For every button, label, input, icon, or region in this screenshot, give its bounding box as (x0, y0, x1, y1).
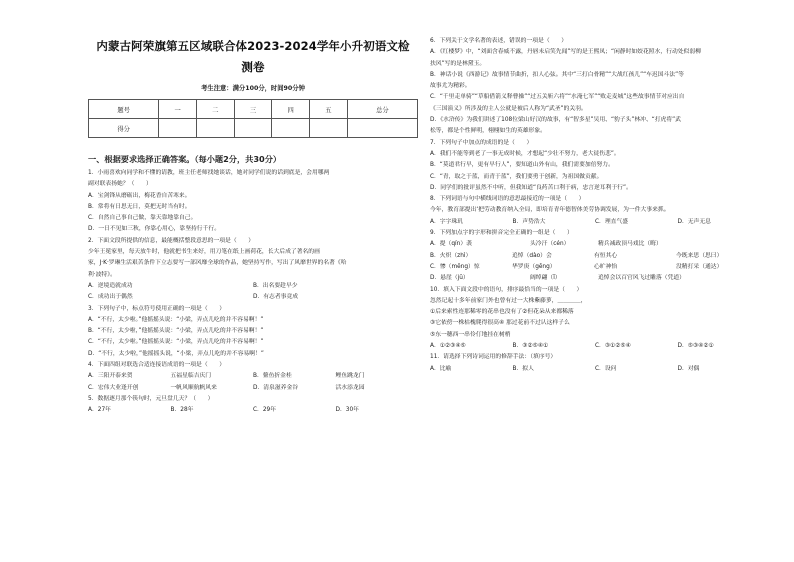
option-d[interactable]: D．同学们的批评虽然不中听，但我知道“良药苦口利于病，忠言逆耳利于行”。 (430, 184, 632, 191)
option-line: 松等，都是个性鲜明，栩栩如生的英雄形象。 (430, 128, 546, 135)
title-line-2: 测卷 (241, 60, 265, 74)
option-b-word: 今既来思（思曰） (676, 252, 723, 259)
score-table-score-row (89, 119, 418, 138)
options-row (430, 364, 760, 375)
option-c[interactable]: C．29年 (253, 407, 277, 414)
question-text: 家，J·K·罗琳生活艰苦条件下立志要写一部风靡全球的作品，她坚持写作，写出了风靡世界的名著《哈 (88, 260, 347, 267)
option-b[interactable]: B．“莫道君行早，更有早行人”，要知道山外有山，我们需要加倍努力。 (430, 162, 614, 169)
option-c[interactable]: C．自然自己事自己做，靠天靠地靠自己。 (88, 215, 197, 222)
option-d[interactable]: D．清泉滋养金谷 (253, 384, 299, 391)
score-cell[interactable] (310, 119, 348, 138)
question-text: 5．数据逐月那个筷句时，元旦盘几天？（ ） (88, 395, 214, 402)
question-text: 8．下列词语与句中横线词语的意思最接近的一项是（ ） (430, 196, 585, 203)
left-column (88, 36, 418, 417)
option-d[interactable]: D．无声无息 (677, 218, 711, 225)
options-row (88, 383, 418, 394)
option-c[interactable]: C．设问 (595, 365, 617, 372)
question-4 (88, 360, 418, 394)
option-a-word: 头冷汗（cén） (530, 241, 570, 248)
option-b[interactable]: B．③②⑤④① (512, 343, 549, 350)
question-sentence: ①后来索性连那稀零的花串也没有了②但花朵从来都稀落 (430, 309, 574, 316)
option-c-word: 没精打采（通达） (676, 263, 723, 270)
option-a[interactable]: A．三阳开泰来贺 (88, 373, 133, 380)
option-c[interactable]: C．③①②⑤④ (595, 343, 631, 350)
option-a-second: 五福星临吉庆门 (170, 373, 212, 380)
score-header-cell: 三 (234, 100, 272, 119)
option-b[interactable]: B．拟人 (512, 365, 534, 372)
option-c[interactable]: C．“不行，太少啦。”他摇摇头说：“小梁，弄点儿吃的并不容易啊！” (88, 339, 264, 346)
question-5 (88, 394, 418, 417)
option-line[interactable]: D．《水浒传》为我们讲述了108位梁山好汉的故事，有“智多星”吴用、“豹子头”林冲、“打虎将”武 (430, 117, 681, 124)
question-text: 利·波特》。 (88, 271, 116, 278)
question-text: 9．下列加点字的字形和拼音完全正确的一组是（ ） (430, 230, 573, 237)
score-header-cell: 题号 (89, 100, 159, 119)
option-line[interactable]: C．“千里走单骑”“草船借箭义释曹操”“过五关斩六将”“水淹七军”“败走麦城”这些故事情节对应出自 (430, 94, 685, 101)
option-c-word: 心旷神怡 (594, 263, 618, 270)
question-text: 2．下面文段所提供的信息，最能概括整段意思的一项是（ ） (88, 237, 255, 244)
option-a[interactable]: A．①②③④⑤ (430, 343, 466, 350)
option-line[interactable]: B．神话小说《西游记》故事情节曲折，扣人心弦。其中“三打白骨精”“大战红孩儿”“车迟国斗法”等 (430, 71, 684, 78)
question-text: 副对联表扬她？（ ） (88, 181, 152, 188)
question-8 (430, 194, 760, 228)
option-b[interactable]: B．常将有日思无日，莫把无时当有时。 (88, 203, 191, 210)
option-d[interactable]: D．一日不见如三秋，你靠心用心，靠坚持行千行。 (88, 226, 220, 233)
score-header-cell: 总分 (347, 100, 417, 119)
score-cell[interactable] (159, 119, 197, 138)
option-b[interactable]: B．鳌鱼折金桂 (253, 373, 292, 380)
exam-title (88, 36, 418, 78)
option-c-second: 一帆风顺航帆风来 (170, 384, 217, 391)
option-c[interactable]: C．成功出于偶然 (88, 294, 133, 301)
option-c[interactable]: C．理直气盛 (595, 218, 629, 225)
score-header-cell: 五 (310, 100, 348, 119)
score-table (88, 99, 418, 138)
option-c[interactable]: C．“青，取之于蓝，而青于蓝”，我们要勇于创新，为祖国做贡献。 (430, 173, 603, 180)
option-d-word: 追悼会以百官风飞过雕落（凭道） (598, 275, 685, 282)
options-row (88, 405, 418, 416)
options-row (430, 262, 760, 273)
option-c[interactable]: C．宏伟大业逢开创 (88, 384, 139, 391)
option-d[interactable]: D．有志者事竟成 (253, 294, 299, 301)
option-b[interactable]: B．火炽（zhì） (430, 252, 472, 259)
question-2 (88, 236, 418, 304)
score-header-cell: 二 (196, 100, 234, 119)
option-b[interactable]: B．“不行，太少啦，”他摇摇头说：“小梁，弄点儿吃的并不容易啊！” (88, 328, 264, 335)
question-7 (430, 138, 760, 194)
option-d-second: 活水添龙园 (335, 384, 365, 391)
option-b-second: 鲤鱼跳龙门 (335, 373, 365, 380)
option-c[interactable]: C．惨（měng）惊 (430, 263, 480, 270)
option-b[interactable]: B．声势浩大 (512, 218, 546, 225)
options-row (430, 273, 760, 284)
option-line: 《三国演义》所涉及的主人公就是被后人称为“武圣”的关羽。 (430, 105, 587, 112)
score-cell[interactable] (234, 119, 272, 138)
option-a[interactable]: A．字字珠玑 (430, 218, 463, 225)
question-text: 3．下列句子中，标点符号使用正确的一项是（ ） (88, 305, 226, 312)
score-header-cell: 一 (159, 100, 197, 119)
score-cell[interactable] (347, 119, 417, 138)
question-text: 少年王冕家里，每天放牛时，他就把书生来好，用刀笔在纸上画荷花，长大后成了著名的画 (88, 249, 320, 256)
option-d[interactable]: D．对偶 (677, 365, 700, 372)
score-row-label: 得分 (89, 119, 159, 138)
option-a[interactable]: A．比喻 (430, 365, 452, 372)
question-text: 7．下列句子中加点的成语的是（ ） (430, 139, 533, 146)
question-text: 4．下面四组对联选合适连接语成语的一项是（ ） (88, 362, 226, 369)
option-d-word: 阔绰翩（ǐ） (530, 275, 561, 282)
options-row (88, 292, 418, 303)
exam-notice: 考生注意：满分100分，时间90分钟 (201, 85, 305, 92)
score-cell[interactable] (272, 119, 310, 138)
option-d[interactable]: D．悬崖（jū） (430, 275, 469, 282)
option-b-word: 追悼（dào）会 (512, 252, 552, 259)
question-sentence: 今年，教育部提出‘把劳动教育纳入全局，即培育青年德智体美劳协调发展，为一件大事来抓。 (430, 207, 670, 214)
option-d[interactable]: D．30年 (335, 407, 359, 414)
option-line: 扶风”写的是林黛玉。 (430, 60, 486, 67)
option-a-word: 精兵减政顶马戏比（晦） (598, 241, 662, 248)
question-11 (430, 352, 760, 375)
question-text: 6．下列关于文学名著的表述，错误的一项是（ ） (430, 38, 568, 44)
question-6 (430, 36, 760, 138)
section-1-title: 一、根据要求选择正确答案。（每小题2分，共30分） (88, 154, 282, 164)
options-row (430, 251, 760, 262)
options-row (88, 281, 418, 292)
question-text: 10．填入下面文段中的语句，排序最恰当的一项是（ ） (430, 286, 583, 293)
score-cell[interactable] (196, 119, 234, 138)
options-row (430, 239, 760, 250)
question-9 (430, 228, 760, 284)
question-sentence: ⑤东一穗西一串伶仃地挂在树梢 (430, 331, 511, 338)
question-10 (430, 285, 760, 353)
option-b-word: 有恒其心 (594, 252, 618, 259)
option-b[interactable]: B．出名要趁早少 (253, 282, 298, 289)
question-sentence: ③它依傍一株枯槐爬得很高④ 那过花前不过认这样子么 (430, 320, 570, 327)
option-a[interactable]: A．我们不能等到老了一事无成时候，才想起“少壮不努力，老大徒伤悲”。 (430, 150, 620, 157)
option-line: 故事尤为精彩。 (430, 83, 471, 90)
title-line-1: 内蒙古阿荣旗第五区域联合体2023-2024学年小升初语文检 (96, 39, 410, 53)
question-1 (88, 168, 418, 236)
option-a[interactable]: A．逆境造就成功 (88, 282, 133, 289)
score-table-header-row (89, 100, 418, 119)
question-3 (88, 304, 418, 360)
options-row (430, 341, 760, 352)
option-a[interactable]: A．提（qín）袭 (430, 241, 472, 248)
option-b[interactable]: B．28年 (170, 407, 194, 414)
option-a[interactable]: A．宝剑锋从磨砺出，梅花香自苦寒来。 (88, 192, 191, 199)
question-text: 11．请选择下列诗词运用的修辞手法：（填序号） (430, 354, 557, 361)
options-row (88, 371, 418, 382)
score-header-cell: 四 (272, 100, 310, 119)
option-line[interactable]: A．《红楼梦》中，“刘面含春威不露，丹唇未启笑先闻”写的是王熙凤；“闲静时如姣花照水，行动处似弱柳 (430, 49, 701, 56)
question-text: 1．小雨喜欢向同学和不懂的请教，班主任老师找她谈话，她对同学们说的话到底是，会用哪两 (88, 170, 330, 176)
options-row (430, 217, 760, 228)
right-column (430, 36, 760, 375)
option-a[interactable]: A．“不行，太少啦。”他摇摇头说：“小梁，弄点儿吃的并不容易啊！” (88, 316, 264, 323)
option-c-word: 华罗庚（gēng） (512, 263, 556, 270)
option-a[interactable]: A．27年 (88, 407, 111, 414)
option-d[interactable]: D．“不行，太少啦，”他摇摇头说，“小梁，弄点儿吃的并不容易啊！” (88, 350, 264, 357)
option-d[interactable]: D．⑤③④②① (677, 343, 714, 350)
question-sentence: 忽然记起十多年前家门外也曾有过一大株紫藤萝，＿＿＿＿， (430, 297, 587, 304)
